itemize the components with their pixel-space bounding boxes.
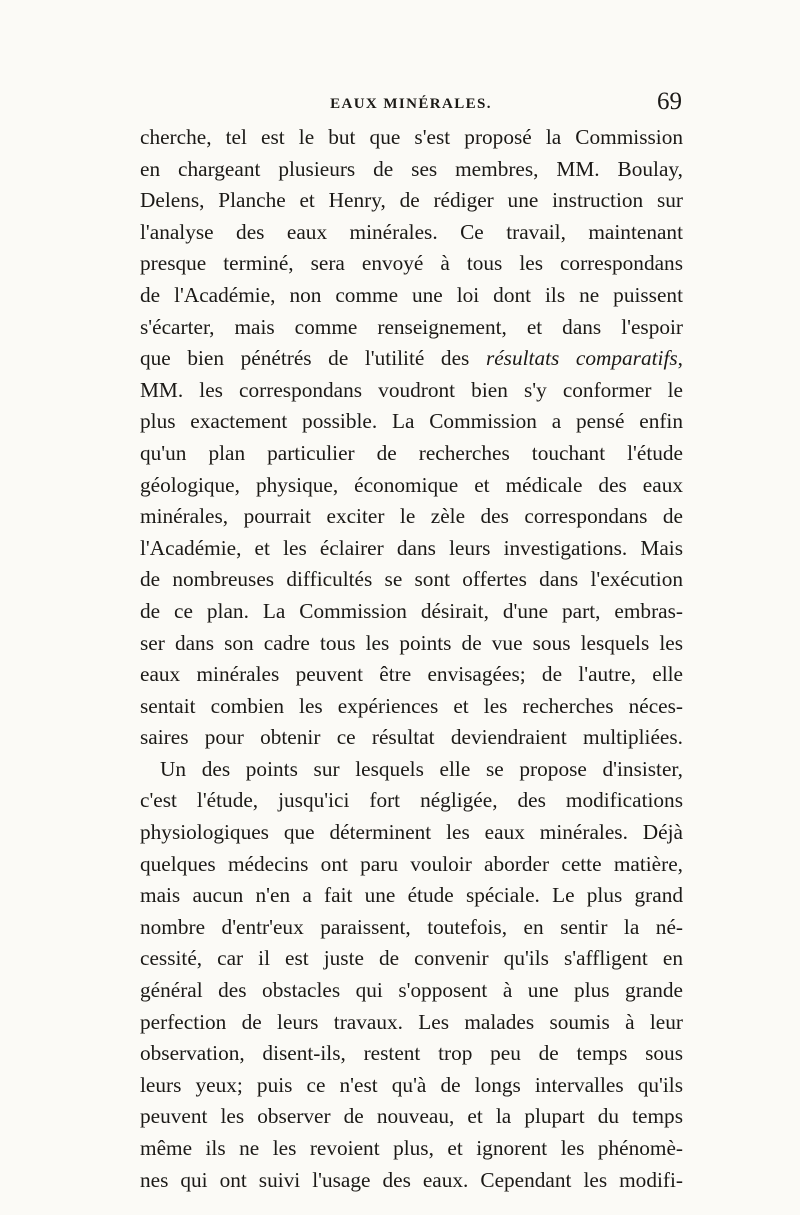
italic-phrase: résultats comparatifs: [485, 346, 678, 371]
text-line: [140, 343, 683, 375]
text-line: Delens, Planche et Henry, de rédiger une instruction sur: [140, 188, 683, 213]
text-line: même ils ne les revoient plus, et ignorent les phénomè-: [140, 1136, 683, 1160]
text-line: cherche, tel est le but que s'est proposé la Commission: [140, 125, 683, 149]
text-line: de l'Académie, non comme une loi dont ils ne puissent: [140, 282, 683, 307]
text-line: saires pour obtenir ce résultat deviendraient multipliées.: [140, 725, 683, 750]
running-head: [140, 88, 682, 122]
text-line: eaux minérales peuvent être envisagées; de l'autre, elle: [140, 662, 683, 687]
text-line: nes qui ont suivi l'usage des eaux. Cependant les modifi-: [140, 1167, 683, 1192]
text-line: en chargeant plusieurs de ses membres, MM. Boulay,: [140, 156, 683, 181]
text-line: géologique, physique, économique et médicale des eaux: [140, 472, 683, 497]
body-text: [140, 122, 683, 1196]
running-title: EAUX MINÉRALES.: [330, 96, 492, 112]
text-line: général des obstacles qui s'opposent à une plus grande: [140, 978, 683, 1003]
text-line: observation, disent-ils, restent trop peu de temps sous: [140, 1041, 683, 1066]
text-line: physiologiques que déterminent les eaux minérales. Déjà: [140, 820, 683, 845]
text-line: perfection de leurs travaux. Les malades soumis à leur: [140, 1009, 683, 1034]
text-line: sentait combien les expériences et les recherches néces-: [140, 693, 683, 718]
text-line: de ce plan. La Commission désirait, d'une part, embras-: [140, 598, 683, 623]
text-line: l'analyse des eaux minérales. Ce travail, maintenant: [140, 219, 683, 244]
text-line: nombre d'entr'eux paraissent, toutefois, en sentir la né-: [140, 914, 683, 939]
text-line: l'Académie, et les éclairer dans leurs investigations. Mais: [140, 535, 683, 560]
paragraph-first-line: Un des points sur lesquels elle se propose d'insister,: [160, 756, 683, 781]
text-line: leurs yeux; puis ce n'est qu'à de longs intervalles qu'ils: [140, 1072, 683, 1097]
text-line: c'est l'étude, jusqu'ici fort négligée, des modifications: [140, 788, 683, 813]
text-line: plus exactement possible. La Commission a pensé enfin: [140, 409, 683, 434]
text-line: minérales, pourrait exciter le zèle des correspondans de: [140, 504, 683, 529]
text-line: de nombreuses difficultés se sont offertes dans l'exécution: [140, 567, 683, 592]
text-line: cessité, car il est juste de convenir qu'ils s'affligent en: [140, 946, 683, 971]
text-line: mais aucun n'en a fait une étude spéciale. Le plus grand: [140, 883, 683, 908]
text-line: qu'un plan particulier de recherches touchant l'étude: [140, 440, 683, 465]
text-line: quelques médecins ont paru vouloir aborder cette matière,: [140, 851, 683, 876]
text-segment: ,: [677, 346, 683, 371]
page-number: 69: [657, 88, 682, 115]
text-line: MM. les correspondans voudront bien s'y conformer le: [140, 377, 683, 402]
text-line: presque terminé, sera envoyé à tous les correspondans: [140, 251, 683, 276]
text-segment: que bien pénétrés de l'utilité des: [140, 346, 486, 371]
text-line: s'écarter, mais comme renseignement, et dans l'espoir: [140, 314, 683, 339]
text-line: peuvent les observer de nouveau, et la plupart du temps: [140, 1104, 683, 1129]
text-line: ser dans son cadre tous les points de vue sous lesquels les: [140, 630, 683, 655]
